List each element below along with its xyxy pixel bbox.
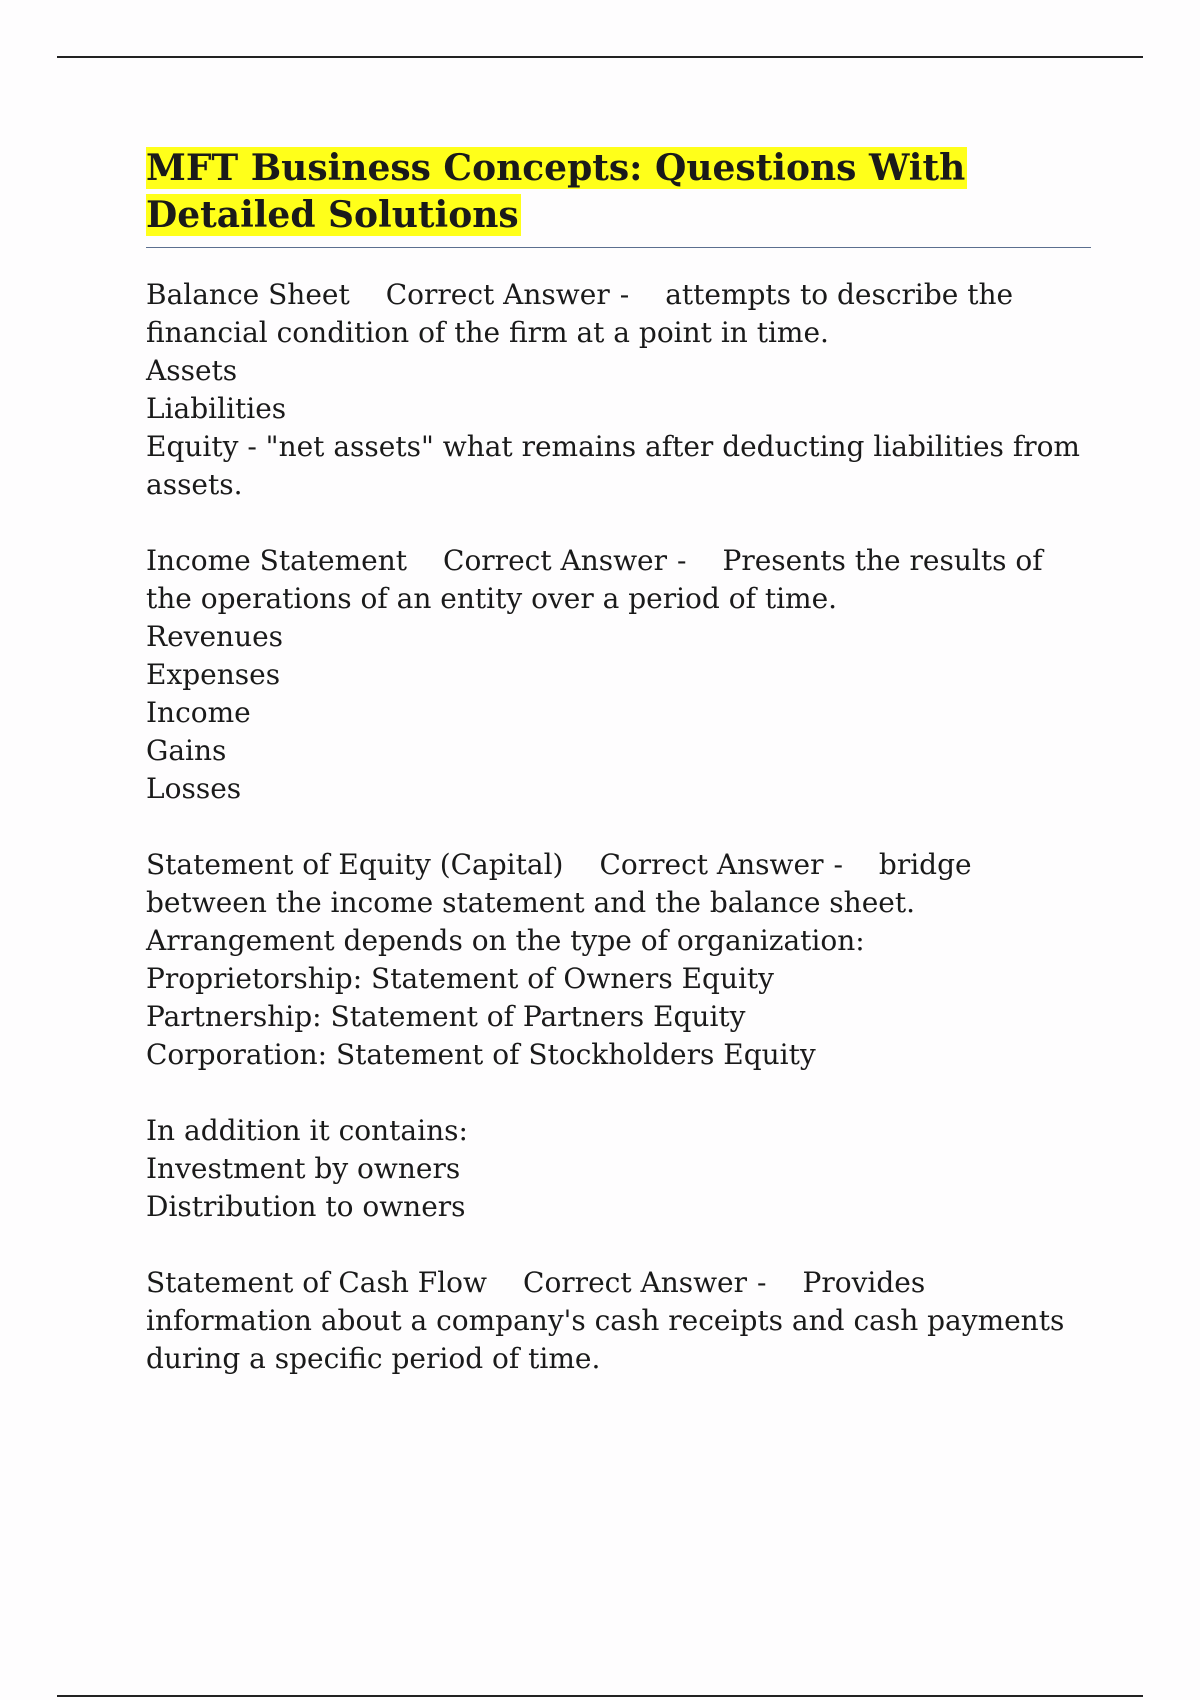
entry-line: Losses: [146, 772, 242, 805]
header-rule: [57, 56, 1143, 58]
qa-entry-income-statement: [146, 542, 1091, 808]
answer-label: Correct Answer: [385, 278, 610, 311]
paragraph-gap: [146, 1074, 1091, 1112]
qa-entry-statement-of-equity-extra: [146, 1112, 1091, 1226]
entry-line: Assets: [146, 354, 238, 387]
entry-line: Arrangement depends on the type of organization:: [146, 924, 865, 957]
entry-line: Income: [146, 696, 251, 729]
qa-entry-statement-of-equity: [146, 846, 1091, 1074]
answer-separator: -: [677, 544, 687, 577]
entry-term: Income Statement: [146, 544, 408, 577]
entry-definition: bridge between the income statement and the balance sheet.: [146, 848, 972, 919]
paragraph-gap: [146, 1226, 1091, 1264]
entry-line: Corporation: Statement of Stockholders Equity: [146, 1038, 816, 1071]
paragraph-gap: [146, 808, 1091, 846]
entry-line: In addition it contains:: [146, 1114, 468, 1147]
answer-label: Correct Answer: [523, 1266, 748, 1299]
answer-separator: -: [833, 848, 843, 881]
document-title-text: MFT Business Concepts: Questions With Detailed Solutions: [146, 147, 966, 236]
qa-entry-statement-of-cash-flow: [146, 1264, 1091, 1378]
answer-separator: -: [619, 278, 630, 311]
entry-line: Liabilities: [146, 392, 287, 425]
entry-definition: Presents the results of the operations of an entity over a period of time.: [146, 544, 1043, 615]
entry-term: Statement of Equity (Capital): [146, 848, 564, 881]
entry-definition: Provides information about a company's cash receipts and cash payments during a specific period of time.: [146, 1266, 1065, 1375]
entry-term: Statement of Cash Flow: [146, 1266, 488, 1299]
paragraph-gap: [146, 504, 1091, 542]
entry-line: Distribution to owners: [146, 1190, 466, 1223]
entry-line: Expenses: [146, 658, 281, 691]
footer-rule: [57, 1695, 1143, 1697]
entry-term: Balance Sheet: [146, 278, 350, 311]
qa-entry-balance-sheet: [146, 276, 1091, 504]
answer-label: Correct Answer: [599, 848, 824, 881]
entry-line: Gains: [146, 734, 227, 767]
entry-line: Revenues: [146, 620, 284, 653]
document-content: [146, 145, 1091, 1378]
entry-line: Investment by owners: [146, 1152, 461, 1185]
answer-label: Correct Answer: [443, 544, 668, 577]
answer-separator: -: [757, 1266, 767, 1299]
entry-line: Proprietorship: Statement of Owners Equity: [146, 962, 775, 995]
entry-definition: attempts to describe the financial condition of the firm at a point in time.: [146, 278, 1014, 349]
document-title: [146, 145, 1091, 239]
entry-line: Equity - "net assets" what remains after deducting liabilities from assets.: [146, 430, 1080, 501]
title-block: [146, 145, 1091, 248]
document-body: [146, 276, 1091, 1378]
entry-line: Partnership: Statement of Partners Equity: [146, 1000, 746, 1033]
